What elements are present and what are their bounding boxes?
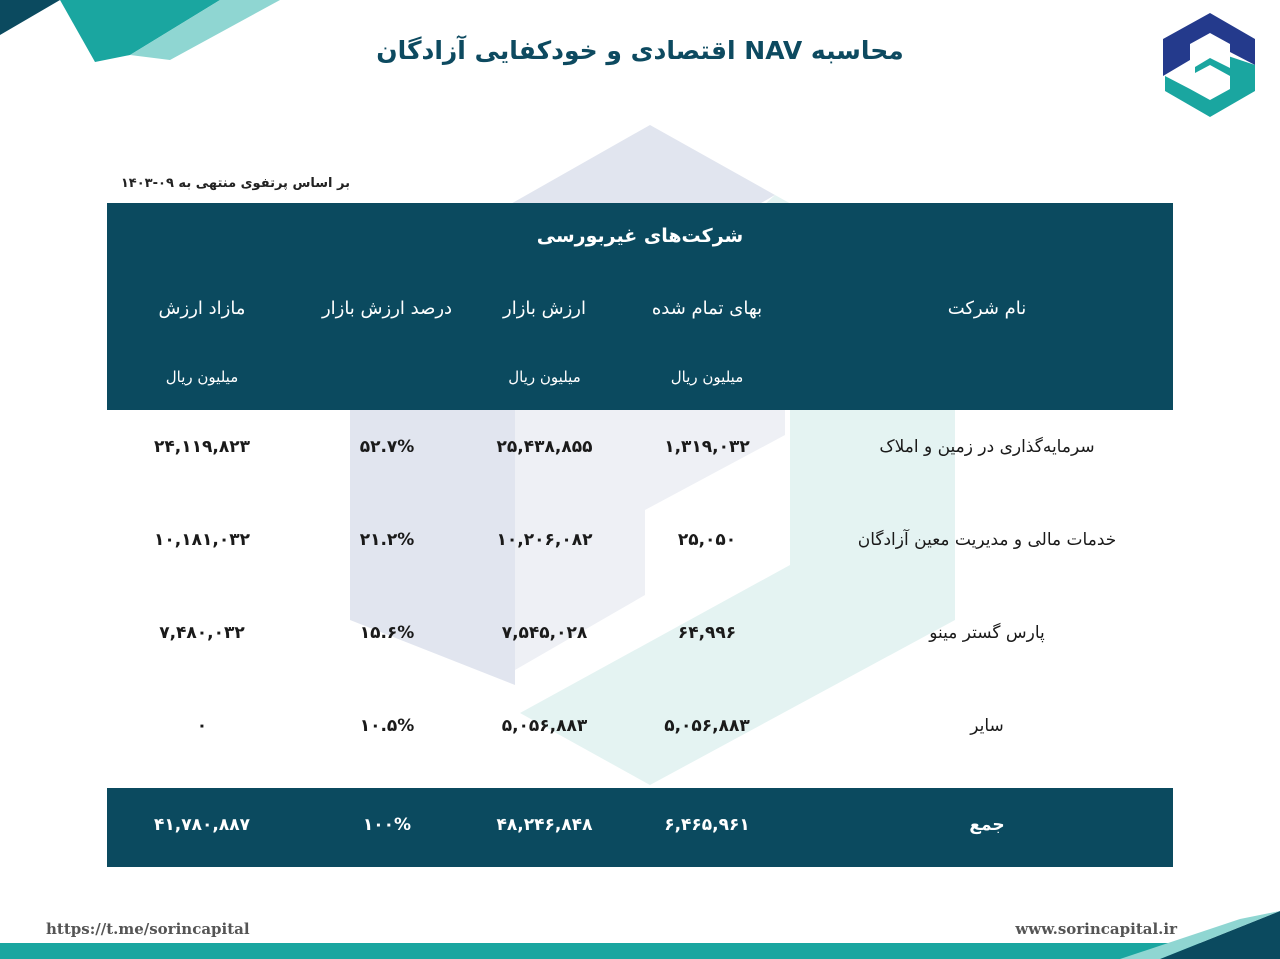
telegram-link[interactable]: https://t.me/sorincapital bbox=[46, 920, 250, 938]
section-title: شرکت‌های غیربورسی bbox=[536, 225, 744, 247]
table-row bbox=[107, 596, 1173, 689]
cell-mazad: ۱۰,۱۸۱,۰۳۲ bbox=[154, 530, 250, 550]
sorin-logo-icon bbox=[1160, 10, 1260, 120]
cell-name: سایر bbox=[970, 716, 1004, 736]
total-row bbox=[107, 788, 1173, 867]
cell-darsad: ۱۰.۵% bbox=[359, 716, 415, 736]
column-header-name: نام شرکت bbox=[947, 298, 1027, 319]
cell-mazad: ۰ bbox=[196, 716, 208, 736]
cell-name: سرمایه‌گذاری در زمین و املاک bbox=[879, 437, 1095, 457]
table-row bbox=[107, 689, 1173, 782]
total-arzesh: ۴۸,۲۴۶,۸۴۸ bbox=[496, 815, 593, 835]
total-label: جمع bbox=[969, 815, 1005, 835]
page-title: محاسبه NAV اقتصادی و خودکفایی آزادگان bbox=[376, 36, 904, 65]
table-header bbox=[107, 203, 1173, 410]
column-header-darsad: درصد ارزش بازار bbox=[321, 298, 453, 319]
column-header-arzesh: ارزش بازار bbox=[503, 298, 586, 319]
total-darsad: ۱۰۰% bbox=[362, 815, 412, 835]
cell-arzesh: ۷,۵۴۵,۰۲۸ bbox=[501, 623, 588, 643]
table-row bbox=[107, 410, 1173, 503]
cell-baha: ۱,۳۱۹,۰۳۲ bbox=[664, 437, 750, 457]
unit-baha: میلیون ریال bbox=[670, 368, 744, 386]
cell-name: خدمات مالی و مدیریت معین آزادگان bbox=[857, 530, 1117, 550]
cell-baha: ۵,۰۵۶,۸۸۳ bbox=[664, 716, 750, 736]
corner-decoration-bottom bbox=[0, 899, 1280, 959]
cell-baha: ۲۵,۰۵۰ bbox=[677, 530, 737, 550]
nav-table bbox=[107, 203, 1173, 867]
cell-arzesh: ۵,۰۵۶,۸۸۳ bbox=[501, 716, 588, 736]
total-baha: ۶,۴۶۵,۹۶۱ bbox=[664, 815, 750, 835]
cell-arzesh: ۱۰,۲۰۶,۰۸۲ bbox=[496, 530, 593, 550]
cell-mazad: ۲۴,۱۱۹,۸۲۳ bbox=[154, 437, 250, 457]
cell-arzesh: ۲۵,۴۳۸,۸۵۵ bbox=[496, 437, 593, 457]
unit-arzesh: میلیون ریال bbox=[508, 368, 581, 386]
website-link[interactable]: www.sorincapital.ir bbox=[1015, 920, 1177, 938]
report-date-subtitle: بر اساس پرتفوی منتهی به ۰۹-۱۴۰۳ bbox=[120, 176, 350, 191]
unit-mazad: میلیون ریال bbox=[165, 368, 239, 386]
cell-baha: ۶۴,۹۹۶ bbox=[677, 623, 737, 643]
column-header-mazad: مازاد ارزش bbox=[158, 298, 246, 319]
cell-mazad: ۷,۴۸۰,۰۳۲ bbox=[159, 623, 245, 643]
cell-darsad: ۱۵.۶% bbox=[359, 623, 415, 643]
table-row bbox=[107, 503, 1173, 596]
column-header-baha: بهای تمام شده bbox=[651, 298, 763, 319]
cell-darsad: ۵۲.۷% bbox=[359, 437, 415, 457]
total-mazad: ۴۱,۷۸۰,۸۸۷ bbox=[154, 815, 250, 835]
cell-name: پارس گستر مینو bbox=[929, 623, 1045, 643]
cell-darsad: ۲۱.۲% bbox=[359, 530, 415, 550]
